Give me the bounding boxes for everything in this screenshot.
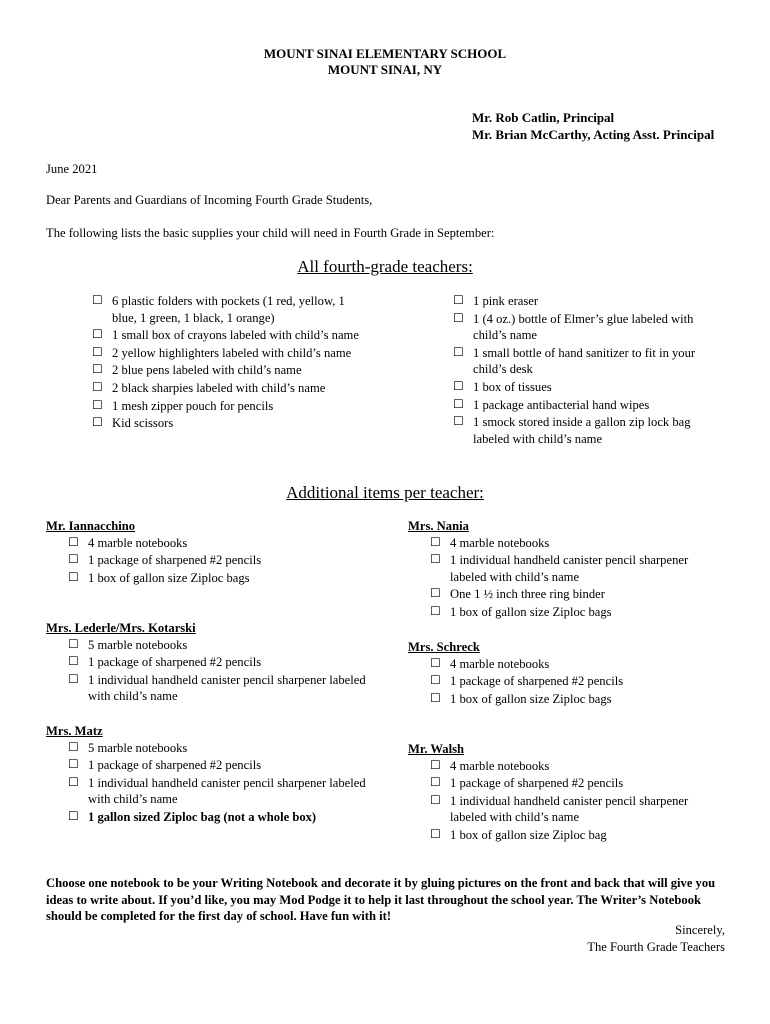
checklist-item	[92, 362, 367, 379]
checklist-item-text: 1 gallon sized Ziploc bag (not a whole box)	[88, 810, 317, 825]
checkbox-icon: ☐	[68, 569, 79, 584]
checkbox-icon: ☐	[92, 380, 103, 395]
checklist-item-text: 1 individual handheld canister pencil sharpener labeled with child’s name	[88, 775, 366, 807]
checkbox-icon: ☐	[430, 534, 441, 549]
checkbox-icon: ☐	[430, 552, 441, 567]
checkbox-icon: ☐	[68, 757, 79, 772]
checklist-item-text: 1 small box of crayons labeled with child’s name	[112, 328, 359, 343]
checklist-item-text: 1 individual handheld canister pencil sharpener labeled with child’s name	[450, 793, 689, 825]
greeting: Dear Parents and Guardians of Incoming Fourth Grade Students,	[46, 193, 373, 207]
teacher-matz	[46, 723, 366, 827]
school-header	[0, 46, 770, 79]
checklist-item	[68, 809, 366, 826]
teacher-supply-list	[68, 740, 366, 826]
checkbox-icon: ☐	[453, 379, 464, 394]
checklist-item-text: 1 box of gallon size Ziploc bags	[450, 605, 612, 620]
checklist-item-text: 1 box of gallon size Ziploc bags	[88, 570, 250, 585]
checkbox-icon: ☐	[430, 655, 441, 670]
teacher-walsh	[408, 741, 708, 845]
checkbox-icon: ☐	[430, 775, 441, 790]
checklist-item	[68, 654, 366, 671]
checklist-item	[430, 758, 708, 775]
checklist-item-text: 6 plastic folders with pockets (1 red, yellow, 1 blue, 1 green, 1 black, 1 orange)	[112, 294, 345, 325]
all-teachers-right-column	[453, 293, 713, 448]
checklist-item	[68, 672, 366, 705]
checkbox-icon: ☐	[430, 604, 441, 619]
checkbox-icon: ☐	[430, 827, 441, 842]
checklist-item-text: 4 marble notebooks	[450, 758, 550, 773]
checklist-item-text: 1 box of tissues	[473, 380, 552, 395]
checklist-item-text: 1 package of sharpened #2 pencils	[88, 655, 262, 670]
teacher-name: Mrs. Schreck	[408, 640, 480, 654]
checklist-item-text: 2 black sharpies labeled with child’s name	[112, 381, 326, 396]
teacher-schreck	[408, 639, 708, 708]
checklist-item-text: 1 package of sharpened #2 pencils	[450, 776, 624, 791]
checklist-item-text: 4 marble notebooks	[450, 535, 550, 550]
checklist-item	[68, 637, 366, 654]
principals-block	[472, 110, 714, 144]
signoff-line: Sincerely,	[675, 923, 725, 937]
intro-text: The following lists the basic supplies your child will need in Fourth Grade in September:	[46, 226, 495, 240]
teacher-name: Mrs. Matz	[46, 724, 103, 738]
checkbox-icon: ☐	[430, 757, 441, 772]
teacher-iannacchino	[46, 518, 366, 587]
checklist-item-text: 1 (4 oz.) bottle of Elmer’s glue labeled with child’s name	[473, 311, 694, 343]
checkbox-icon: ☐	[430, 586, 441, 601]
checklist-item	[453, 414, 713, 447]
letter-date: June 2021	[46, 162, 98, 176]
checklist-item	[430, 586, 708, 603]
checkbox-icon: ☐	[453, 396, 464, 411]
checkbox-icon: ☐	[68, 809, 79, 824]
checklist-item-text: 1 box of gallon size Ziploc bag	[450, 828, 607, 843]
checklist-item-text: 4 marble notebooks	[450, 656, 550, 671]
checklist-item	[92, 380, 367, 397]
checklist-item	[68, 552, 366, 569]
checklist-item	[430, 827, 708, 844]
checklist-item	[430, 691, 708, 708]
checkbox-icon: ☐	[68, 774, 79, 789]
teacher-supply-list	[430, 656, 708, 708]
checklist-item-text: 5 marble notebooks	[88, 637, 188, 652]
checkbox-icon: ☐	[68, 739, 79, 754]
checklist-item	[430, 656, 708, 673]
checklist-item	[92, 293, 367, 326]
checklist-item-text: One 1 ½ inch three ring binder	[450, 587, 605, 602]
teacher-supply-list	[68, 637, 366, 705]
checklist-item-text: Kid scissors	[112, 416, 174, 431]
signoff	[587, 922, 725, 955]
teacher-nania	[408, 518, 708, 622]
checkbox-icon: ☐	[92, 344, 103, 359]
checklist-item-text: 1 package of sharpened #2 pencils	[450, 674, 624, 689]
signoff-signature: The Fourth Grade Teachers	[587, 939, 725, 954]
checklist-item-text: 1 smock stored inside a gallon zip lock bag labeled with child’s name	[473, 415, 691, 446]
checklist-item	[68, 775, 366, 808]
checkbox-icon: ☐	[453, 414, 464, 429]
checklist-item-text: 5 marble notebooks	[88, 740, 188, 755]
checkbox-icon: ☐	[430, 673, 441, 688]
checkbox-icon: ☐	[430, 792, 441, 807]
teacher-supply-list	[430, 758, 708, 844]
checklist-item	[68, 570, 366, 587]
teacher-supply-list	[68, 535, 366, 587]
checkbox-icon: ☐	[92, 362, 103, 377]
asst-principal-name: Mr. Brian McCarthy, Acting Asst. Principal	[472, 126, 715, 142]
checklist-item-text: 1 package of sharpened #2 pencils	[88, 758, 262, 773]
checklist-item	[92, 398, 367, 415]
supply-list-right	[453, 293, 713, 447]
teacher-name: Mrs. Lederle/Mrs. Kotarski	[46, 621, 196, 635]
checkbox-icon: ☐	[68, 654, 79, 669]
checklist-item-text: 2 blue pens labeled with child’s name	[112, 363, 302, 378]
additional-heading: Additional items per teacher:	[286, 483, 484, 502]
teacher-name: Mr. Iannacchino	[46, 519, 136, 533]
checkbox-icon: ☐	[68, 671, 79, 686]
checklist-item	[430, 673, 708, 690]
all-teachers-heading: All fourth-grade teachers:	[297, 257, 473, 276]
checkbox-icon: ☐	[453, 310, 464, 325]
teacher-lederle-kotarski	[46, 620, 366, 706]
all-teachers-left-column	[92, 293, 367, 433]
checkbox-icon: ☐	[68, 552, 79, 567]
teacher-name: Mrs. Nania	[408, 519, 469, 533]
checklist-item-text: 1 mesh zipper pouch for pencils	[112, 398, 274, 413]
checkbox-icon: ☐	[92, 293, 103, 307]
checklist-item	[430, 775, 708, 792]
checklist-item-text: 1 package of sharpened #2 pencils	[88, 553, 262, 568]
checklist-item	[68, 740, 366, 757]
checklist-item	[453, 293, 713, 310]
checkbox-icon: ☐	[68, 534, 79, 549]
checklist-item	[92, 327, 367, 344]
school-location: MOUNT SINAI, NY	[327, 62, 443, 78]
checklist-item	[92, 415, 367, 432]
checklist-item	[453, 397, 713, 414]
checklist-item	[430, 793, 708, 826]
checkbox-icon: ☐	[92, 327, 103, 342]
checklist-item-text: 1 individual handheld canister pencil sharpener labeled with child’s name	[88, 672, 366, 704]
closing-paragraph: Choose one notebook to be your Writing Notebook and decorate it by gluing pictures on the front and back that will give you ideas to write about. If you’d like, you may Mod Podge it to help it last throughout the school year. The Writer’s Notebook should be completed for the first day of school. Have fun with it!	[46, 876, 716, 924]
supply-list-left	[92, 293, 367, 432]
teacher-supply-list	[430, 535, 708, 621]
teacher-name: Mr. Walsh	[408, 742, 464, 756]
checklist-item-text: 1 box of gallon size Ziploc bags	[450, 691, 612, 706]
checklist-item-text: 4 marble notebooks	[88, 535, 188, 550]
checklist-item-text: 1 package antibacterial hand wipes	[473, 397, 650, 412]
checklist-item-text: 2 yellow highlighters labeled with child’s name	[112, 345, 352, 360]
checklist-item	[430, 604, 708, 621]
checklist-item	[453, 345, 713, 378]
checkbox-icon: ☐	[92, 397, 103, 412]
checklist-item-text: 1 small bottle of hand sanitizer to fit in your child’s desk	[473, 345, 696, 377]
checklist-item	[92, 345, 367, 362]
checkbox-icon: ☐	[68, 636, 79, 651]
checkbox-icon: ☐	[92, 415, 103, 430]
checklist-item	[68, 535, 366, 552]
checklist-item	[430, 535, 708, 552]
checkbox-icon: ☐	[453, 293, 464, 307]
checklist-item	[453, 311, 713, 344]
checklist-item	[453, 379, 713, 396]
principal-name: Mr. Rob Catlin, Principal	[472, 110, 615, 125]
checkbox-icon: ☐	[430, 690, 441, 705]
checklist-item-text: 1 individual handheld canister pencil sharpener labeled with child’s name	[450, 553, 689, 584]
school-name: MOUNT SINAI ELEMENTARY SCHOOL	[263, 46, 507, 61]
checklist-item-text: 1 pink eraser	[473, 294, 539, 308]
checklist-item	[430, 552, 708, 585]
checklist-item	[68, 757, 366, 774]
checkbox-icon: ☐	[453, 344, 464, 359]
